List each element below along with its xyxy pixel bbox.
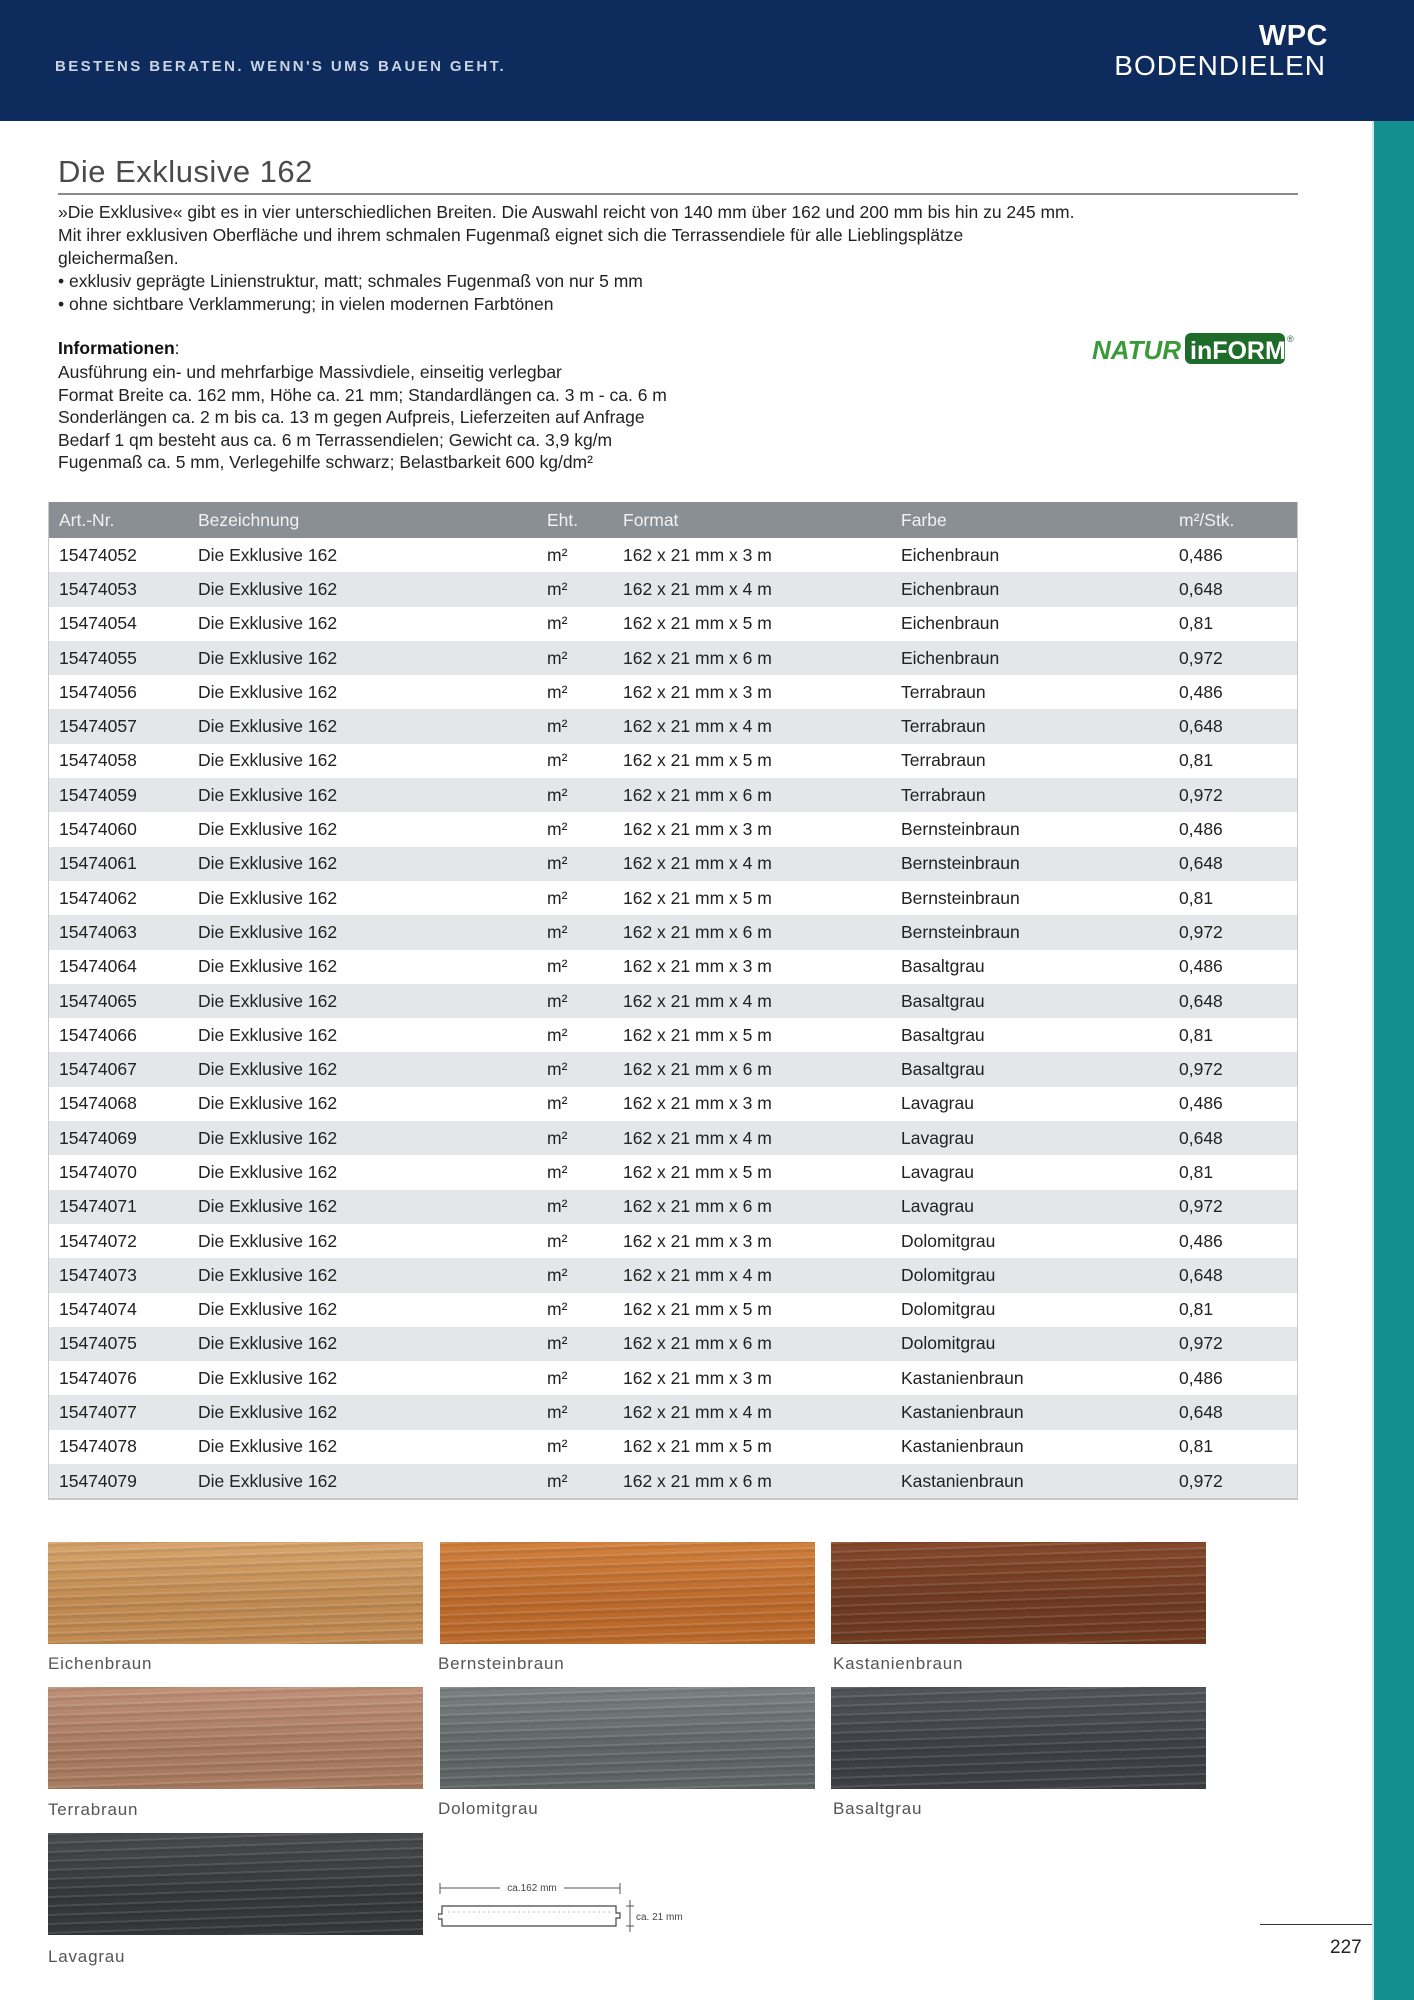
cell-bezeichnung: Die Exklusive 162 [198, 681, 338, 702]
info-heading-colon: : [174, 338, 180, 358]
cell-m2-stk: 0,486 [1179, 819, 1223, 840]
cell-eht: m² [547, 716, 568, 737]
cell-art-nr: 15474078 [59, 1436, 137, 1457]
cell-format: 162 x 21 mm x 6 m [623, 1059, 772, 1080]
cell-farbe: Lavagrau [901, 1127, 974, 1148]
cell-eht: m² [547, 613, 568, 634]
swatch-label: Basaltgrau [833, 1799, 923, 1818]
cell-art-nr: 15474055 [59, 647, 137, 668]
cell-farbe: Kastanienbraun [901, 1436, 1024, 1457]
header-m2-stk: m²/Stk. [1179, 509, 1235, 530]
side-color-bar [1374, 121, 1414, 2000]
cell-bezeichnung: Die Exklusive 162 [198, 1093, 338, 1114]
cell-bezeichnung: Die Exklusive 162 [198, 716, 338, 737]
cell-m2-stk: 0,972 [1179, 921, 1223, 942]
cell-eht: m² [547, 956, 568, 977]
info-line: Fugenmaß ca. 5 mm, Verlegehilfe schwarz; Belastbarkeit 600 kg/dm² [58, 452, 593, 472]
cell-bezeichnung: Die Exklusive 162 [198, 819, 338, 840]
table-row [49, 778, 1297, 812]
naturinform-logo [1090, 330, 1296, 368]
cell-eht: m² [547, 853, 568, 874]
cell-farbe: Eichenbraun [901, 647, 1000, 668]
product-title: Die Exklusive 162 [58, 154, 313, 189]
cell-format: 162 x 21 mm x 5 m [623, 887, 772, 908]
cell-bezeichnung: Die Exklusive 162 [198, 1161, 338, 1182]
info-line: Format Breite ca. 162 mm, Höhe ca. 21 mm; Standardlängen ca. 3 m - ca. 6 m [58, 384, 667, 405]
header-subcategory: BODENDIELEN [1114, 50, 1326, 81]
cell-format: 162 x 21 mm x 3 m [623, 1230, 772, 1251]
cell-farbe: Terrabraun [901, 784, 986, 805]
cell-eht: m² [547, 1367, 568, 1388]
cell-bezeichnung: Die Exklusive 162 [198, 1127, 338, 1148]
cell-m2-stk: 0,486 [1179, 1093, 1223, 1114]
cell-eht: m² [547, 1059, 568, 1080]
table-row [49, 1121, 1297, 1155]
cell-eht: m² [547, 1264, 568, 1285]
cell-eht: m² [547, 1230, 568, 1251]
cell-art-nr: 15474058 [59, 750, 137, 771]
cell-eht: m² [547, 1127, 568, 1148]
feature-bullet: • ohne sichtbare Verklammerung; in vielen modernen Farbtönen [58, 294, 554, 314]
title-divider [58, 193, 1298, 195]
cell-format: 162 x 21 mm x 4 m [623, 716, 772, 737]
cell-bezeichnung: Die Exklusive 162 [198, 1059, 338, 1080]
swatch-label: Eichenbraun [48, 1654, 153, 1673]
cell-bezeichnung: Die Exklusive 162 [198, 956, 338, 977]
cell-format: 162 x 21 mm x 3 m [623, 956, 772, 977]
height-dimension-label: ca. 21 mm [636, 1912, 683, 1923]
cell-format: 162 x 21 mm x 3 m [623, 1367, 772, 1388]
cell-m2-stk: 0,486 [1179, 544, 1223, 565]
cell-bezeichnung: Die Exklusive 162 [198, 647, 338, 668]
swatch-label: Dolomitgrau [438, 1799, 539, 1818]
cell-format: 162 x 21 mm x 3 m [623, 819, 772, 840]
table-row [49, 572, 1297, 606]
table-row [49, 1464, 1297, 1498]
cell-bezeichnung: Die Exklusive 162 [198, 578, 338, 599]
profile-diagram [438, 1880, 688, 1940]
swatch-lavagrau [48, 1833, 423, 1935]
cell-farbe: Kastanienbraun [901, 1367, 1024, 1388]
cell-farbe: Lavagrau [901, 1161, 974, 1182]
cell-art-nr: 15474057 [59, 716, 137, 737]
cell-m2-stk: 0,81 [1179, 1299, 1214, 1320]
header-tagline: BESTENS BERATEN. WENN'S UMS BAUEN GEHT. [55, 58, 507, 75]
cell-farbe: Lavagrau [901, 1093, 974, 1114]
cell-eht: m² [547, 1024, 568, 1045]
cell-art-nr: 15474063 [59, 921, 137, 942]
info-lines [58, 361, 667, 474]
cell-format: 162 x 21 mm x 4 m [623, 1402, 772, 1423]
cell-art-nr: 15474067 [59, 1059, 137, 1080]
cell-eht: m² [547, 578, 568, 599]
cell-bezeichnung: Die Exklusive 162 [198, 1367, 338, 1388]
table-row [49, 607, 1297, 641]
cell-art-nr: 15474056 [59, 681, 137, 702]
cell-format: 162 x 21 mm x 4 m [623, 1127, 772, 1148]
cell-eht: m² [547, 681, 568, 702]
cell-farbe: Bernsteinbraun [901, 853, 1020, 874]
page-header [0, 0, 1414, 121]
cell-farbe: Terrabraun [901, 750, 986, 771]
cell-eht: m² [547, 1470, 568, 1491]
cell-bezeichnung: Die Exklusive 162 [198, 750, 338, 771]
cell-farbe: Bernsteinbraun [901, 921, 1020, 942]
logo-natur-text: NATUR [1092, 335, 1182, 365]
cell-m2-stk: 0,81 [1179, 613, 1214, 634]
info-line: Sonderlängen ca. 2 m bis ca. 13 m gegen Aufpreis, Lieferzeiten auf Anfrage [58, 407, 645, 427]
cell-eht: m² [547, 1402, 568, 1423]
table-row [49, 812, 1297, 846]
page-number: 227 [1330, 1937, 1362, 1958]
header-eht: Eht. [547, 509, 579, 530]
cell-farbe: Dolomitgrau [901, 1299, 996, 1320]
header-farbe: Farbe [901, 509, 947, 530]
cell-bezeichnung: Die Exklusive 162 [198, 1196, 338, 1217]
table-row [49, 641, 1297, 675]
cell-m2-stk: 0,81 [1179, 1436, 1214, 1457]
cell-art-nr: 15474073 [59, 1264, 137, 1285]
feature-bullet: • exklusiv geprägte Linienstruktur, matt; schmales Fugenmaß von nur 5 mm [58, 271, 643, 291]
cell-bezeichnung: Die Exklusive 162 [198, 613, 338, 634]
cell-bezeichnung: Die Exklusive 162 [198, 1436, 338, 1457]
table-row [49, 538, 1297, 572]
cell-format: 162 x 21 mm x 3 m [623, 1093, 772, 1114]
width-dimension-label: ca.162 mm [507, 1883, 557, 1894]
cell-format: 162 x 21 mm x 5 m [623, 1161, 772, 1182]
cell-m2-stk: 0,648 [1179, 1402, 1223, 1423]
cell-farbe: Basaltgrau [901, 956, 985, 977]
cell-art-nr: 15474060 [59, 819, 137, 840]
cell-art-nr: 15474053 [59, 578, 137, 599]
cell-farbe: Eichenbraun [901, 544, 1000, 565]
cell-m2-stk: 0,81 [1179, 887, 1214, 908]
cell-eht: m² [547, 819, 568, 840]
cell-bezeichnung: Die Exklusive 162 [198, 887, 338, 908]
table-row [49, 709, 1297, 743]
cell-format: 162 x 21 mm x 6 m [623, 647, 772, 668]
cell-art-nr: 15474079 [59, 1470, 137, 1491]
table-row [49, 881, 1297, 915]
cell-format: 162 x 21 mm x 4 m [623, 1264, 772, 1285]
cell-art-nr: 15474074 [59, 1299, 137, 1320]
swatch-label: Lavagrau [48, 1947, 126, 1966]
swatch-eichenbraun [48, 1542, 423, 1644]
cell-farbe: Kastanienbraun [901, 1402, 1024, 1423]
table-row [49, 1018, 1297, 1052]
cell-farbe: Dolomitgrau [901, 1264, 996, 1285]
cell-format: 162 x 21 mm x 5 m [623, 1024, 772, 1045]
logo-registered-mark: ® [1287, 334, 1294, 344]
cell-bezeichnung: Die Exklusive 162 [198, 544, 338, 565]
cell-art-nr: 15474065 [59, 990, 137, 1011]
swatch-label: Bernsteinbraun [438, 1654, 565, 1673]
cell-format: 162 x 21 mm x 6 m [623, 1196, 772, 1217]
cell-eht: m² [547, 1196, 568, 1217]
cell-m2-stk: 0,648 [1179, 1127, 1223, 1148]
cell-farbe: Lavagrau [901, 1196, 974, 1217]
cell-eht: m² [547, 647, 568, 668]
cell-art-nr: 15474076 [59, 1367, 137, 1388]
table-row [49, 1052, 1297, 1086]
table-row [49, 847, 1297, 881]
cell-m2-stk: 0,486 [1179, 681, 1223, 702]
info-heading [58, 338, 180, 359]
cell-format: 162 x 21 mm x 5 m [623, 613, 772, 634]
header-bezeichnung: Bezeichnung [198, 509, 300, 530]
cell-eht: m² [547, 750, 568, 771]
cell-eht: m² [547, 1436, 568, 1457]
cell-format: 162 x 21 mm x 4 m [623, 853, 772, 874]
cell-farbe: Bernsteinbraun [901, 887, 1020, 908]
table-row [49, 950, 1297, 984]
cell-eht: m² [547, 784, 568, 805]
product-intro: »Die Exklusive« gibt es in vier unterschiedlichen Breiten. Die Auswahl reicht von 140 mm über 162 und 200 mm bis hin zu 245 mm. Mit ihrer exklusiven Oberfläche und ihrem schmalen Fugenmaß eignet sich die Terrassendiele für alle Lieblingsplätze gleichermaßen. [58, 202, 1075, 268]
swatch-label: Terrabraun [48, 1800, 139, 1819]
cell-art-nr: 15474077 [59, 1402, 137, 1423]
cell-m2-stk: 0,648 [1179, 1264, 1223, 1285]
cell-bezeichnung: Die Exklusive 162 [198, 1299, 338, 1320]
table-row [49, 1224, 1297, 1258]
cell-m2-stk: 0,972 [1179, 1059, 1223, 1080]
cell-eht: m² [547, 990, 568, 1011]
swatch-terrabraun [48, 1687, 423, 1789]
cell-bezeichnung: Die Exklusive 162 [198, 1402, 338, 1423]
cell-art-nr: 15474075 [59, 1333, 137, 1354]
table-row [49, 915, 1297, 949]
info-heading-text: Informationen [58, 338, 175, 358]
cell-bezeichnung: Die Exklusive 162 [198, 1470, 338, 1491]
cell-farbe: Terrabraun [901, 681, 986, 702]
header-format: Format [623, 509, 679, 530]
cell-bezeichnung: Die Exklusive 162 [198, 990, 338, 1011]
cell-m2-stk: 0,81 [1179, 750, 1214, 771]
cell-m2-stk: 0,81 [1179, 1024, 1214, 1045]
cell-art-nr: 15474071 [59, 1196, 137, 1217]
table-row [49, 675, 1297, 709]
cell-eht: m² [547, 544, 568, 565]
cell-format: 162 x 21 mm x 5 m [623, 1299, 772, 1320]
cell-bezeichnung: Die Exklusive 162 [198, 853, 338, 874]
cell-farbe: Eichenbraun [901, 578, 1000, 599]
cell-format: 162 x 21 mm x 5 m [623, 1436, 772, 1457]
cell-format: 162 x 21 mm x 6 m [623, 1470, 772, 1491]
product-table [48, 502, 1298, 1500]
cell-art-nr: 15474061 [59, 853, 137, 874]
cell-eht: m² [547, 921, 568, 942]
cell-eht: m² [547, 1333, 568, 1354]
cell-eht: m² [547, 887, 568, 908]
cell-bezeichnung: Die Exklusive 162 [198, 1024, 338, 1045]
table-row [49, 1293, 1297, 1327]
table-row [49, 984, 1297, 1018]
header-art-nr: Art.-Nr. [59, 509, 115, 530]
cell-art-nr: 15474059 [59, 784, 137, 805]
table-row [49, 1327, 1297, 1361]
table-row [49, 1087, 1297, 1121]
cell-m2-stk: 0,486 [1179, 1230, 1223, 1251]
cell-format: 162 x 21 mm x 4 m [623, 578, 772, 599]
cell-art-nr: 15474054 [59, 613, 137, 634]
table-row [49, 1395, 1297, 1429]
cell-farbe: Bernsteinbraun [901, 819, 1020, 840]
table-row [49, 1361, 1297, 1395]
cell-m2-stk: 0,972 [1179, 1196, 1223, 1217]
cell-art-nr: 15474068 [59, 1093, 137, 1114]
cell-m2-stk: 0,972 [1179, 647, 1223, 668]
cell-m2-stk: 0,486 [1179, 1367, 1223, 1388]
cell-m2-stk: 0,486 [1179, 956, 1223, 977]
cell-farbe: Eichenbraun [901, 613, 1000, 634]
cell-farbe: Dolomitgrau [901, 1333, 996, 1354]
table-row [49, 1155, 1297, 1189]
table-row [49, 1258, 1297, 1292]
swatch-dolomitgrau [440, 1687, 815, 1789]
swatch-basaltgrau [831, 1687, 1206, 1789]
cell-format: 162 x 21 mm x 3 m [623, 544, 772, 565]
cell-format: 162 x 21 mm x 5 m [623, 750, 772, 771]
naturinform-logo-graphic [1090, 330, 1296, 368]
table-row [49, 744, 1297, 778]
cell-farbe: Kastanienbraun [901, 1470, 1024, 1491]
cell-farbe: Basaltgrau [901, 1059, 985, 1080]
swatch-kastanienbraun [831, 1542, 1206, 1644]
cell-m2-stk: 0,972 [1179, 1333, 1223, 1354]
cell-m2-stk: 0,648 [1179, 853, 1223, 874]
table-row [49, 1190, 1297, 1224]
cell-eht: m² [547, 1299, 568, 1320]
cell-format: 162 x 21 mm x 4 m [623, 990, 772, 1011]
cell-format: 162 x 21 mm x 3 m [623, 681, 772, 702]
cell-format: 162 x 21 mm x 6 m [623, 1333, 772, 1354]
cell-format: 162 x 21 mm x 6 m [623, 921, 772, 942]
board-profile-graphic [438, 1880, 688, 1940]
cell-m2-stk: 0,648 [1179, 990, 1223, 1011]
cell-art-nr: 15474062 [59, 887, 137, 908]
table-header-row [49, 502, 1297, 538]
cell-m2-stk: 0,81 [1179, 1161, 1214, 1182]
cell-bezeichnung: Die Exklusive 162 [198, 1264, 338, 1285]
cell-bezeichnung: Die Exklusive 162 [198, 784, 338, 805]
cell-farbe: Basaltgrau [901, 1024, 985, 1045]
feature-bullets [58, 270, 643, 316]
cell-farbe: Terrabraun [901, 716, 986, 737]
logo-inform-text: inFORM [1190, 337, 1286, 365]
swatch-label: Kastanienbraun [833, 1654, 964, 1673]
header-category: WPC [1258, 20, 1328, 52]
cell-art-nr: 15474072 [59, 1230, 137, 1251]
cell-m2-stk: 0,972 [1179, 784, 1223, 805]
cell-bezeichnung: Die Exklusive 162 [198, 1333, 338, 1354]
cell-m2-stk: 0,972 [1179, 1470, 1223, 1491]
table-row [49, 1430, 1297, 1464]
cell-art-nr: 15474066 [59, 1024, 137, 1045]
cell-art-nr: 15474064 [59, 956, 137, 977]
cell-art-nr: 15474052 [59, 544, 137, 565]
cell-art-nr: 15474069 [59, 1127, 137, 1148]
cell-m2-stk: 0,648 [1179, 578, 1223, 599]
info-line: Ausführung ein- und mehrfarbige Massivdiele, einseitig verlegbar [58, 362, 562, 382]
cell-eht: m² [547, 1161, 568, 1182]
cell-eht: m² [547, 1093, 568, 1114]
cell-farbe: Dolomitgrau [901, 1230, 996, 1251]
cell-bezeichnung: Die Exklusive 162 [198, 1230, 338, 1251]
cell-farbe: Basaltgrau [901, 990, 985, 1011]
page-number-rule [1260, 1924, 1372, 1925]
cell-m2-stk: 0,648 [1179, 716, 1223, 737]
cell-bezeichnung: Die Exklusive 162 [198, 921, 338, 942]
swatch-bernsteinbraun [440, 1542, 815, 1644]
info-line: Bedarf 1 qm besteht aus ca. 6 m Terrassendielen; Gewicht ca. 3,9 kg/m [58, 429, 613, 450]
cell-art-nr: 15474070 [59, 1161, 137, 1182]
cell-format: 162 x 21 mm x 6 m [623, 784, 772, 805]
board-cross-section [438, 1906, 620, 1926]
